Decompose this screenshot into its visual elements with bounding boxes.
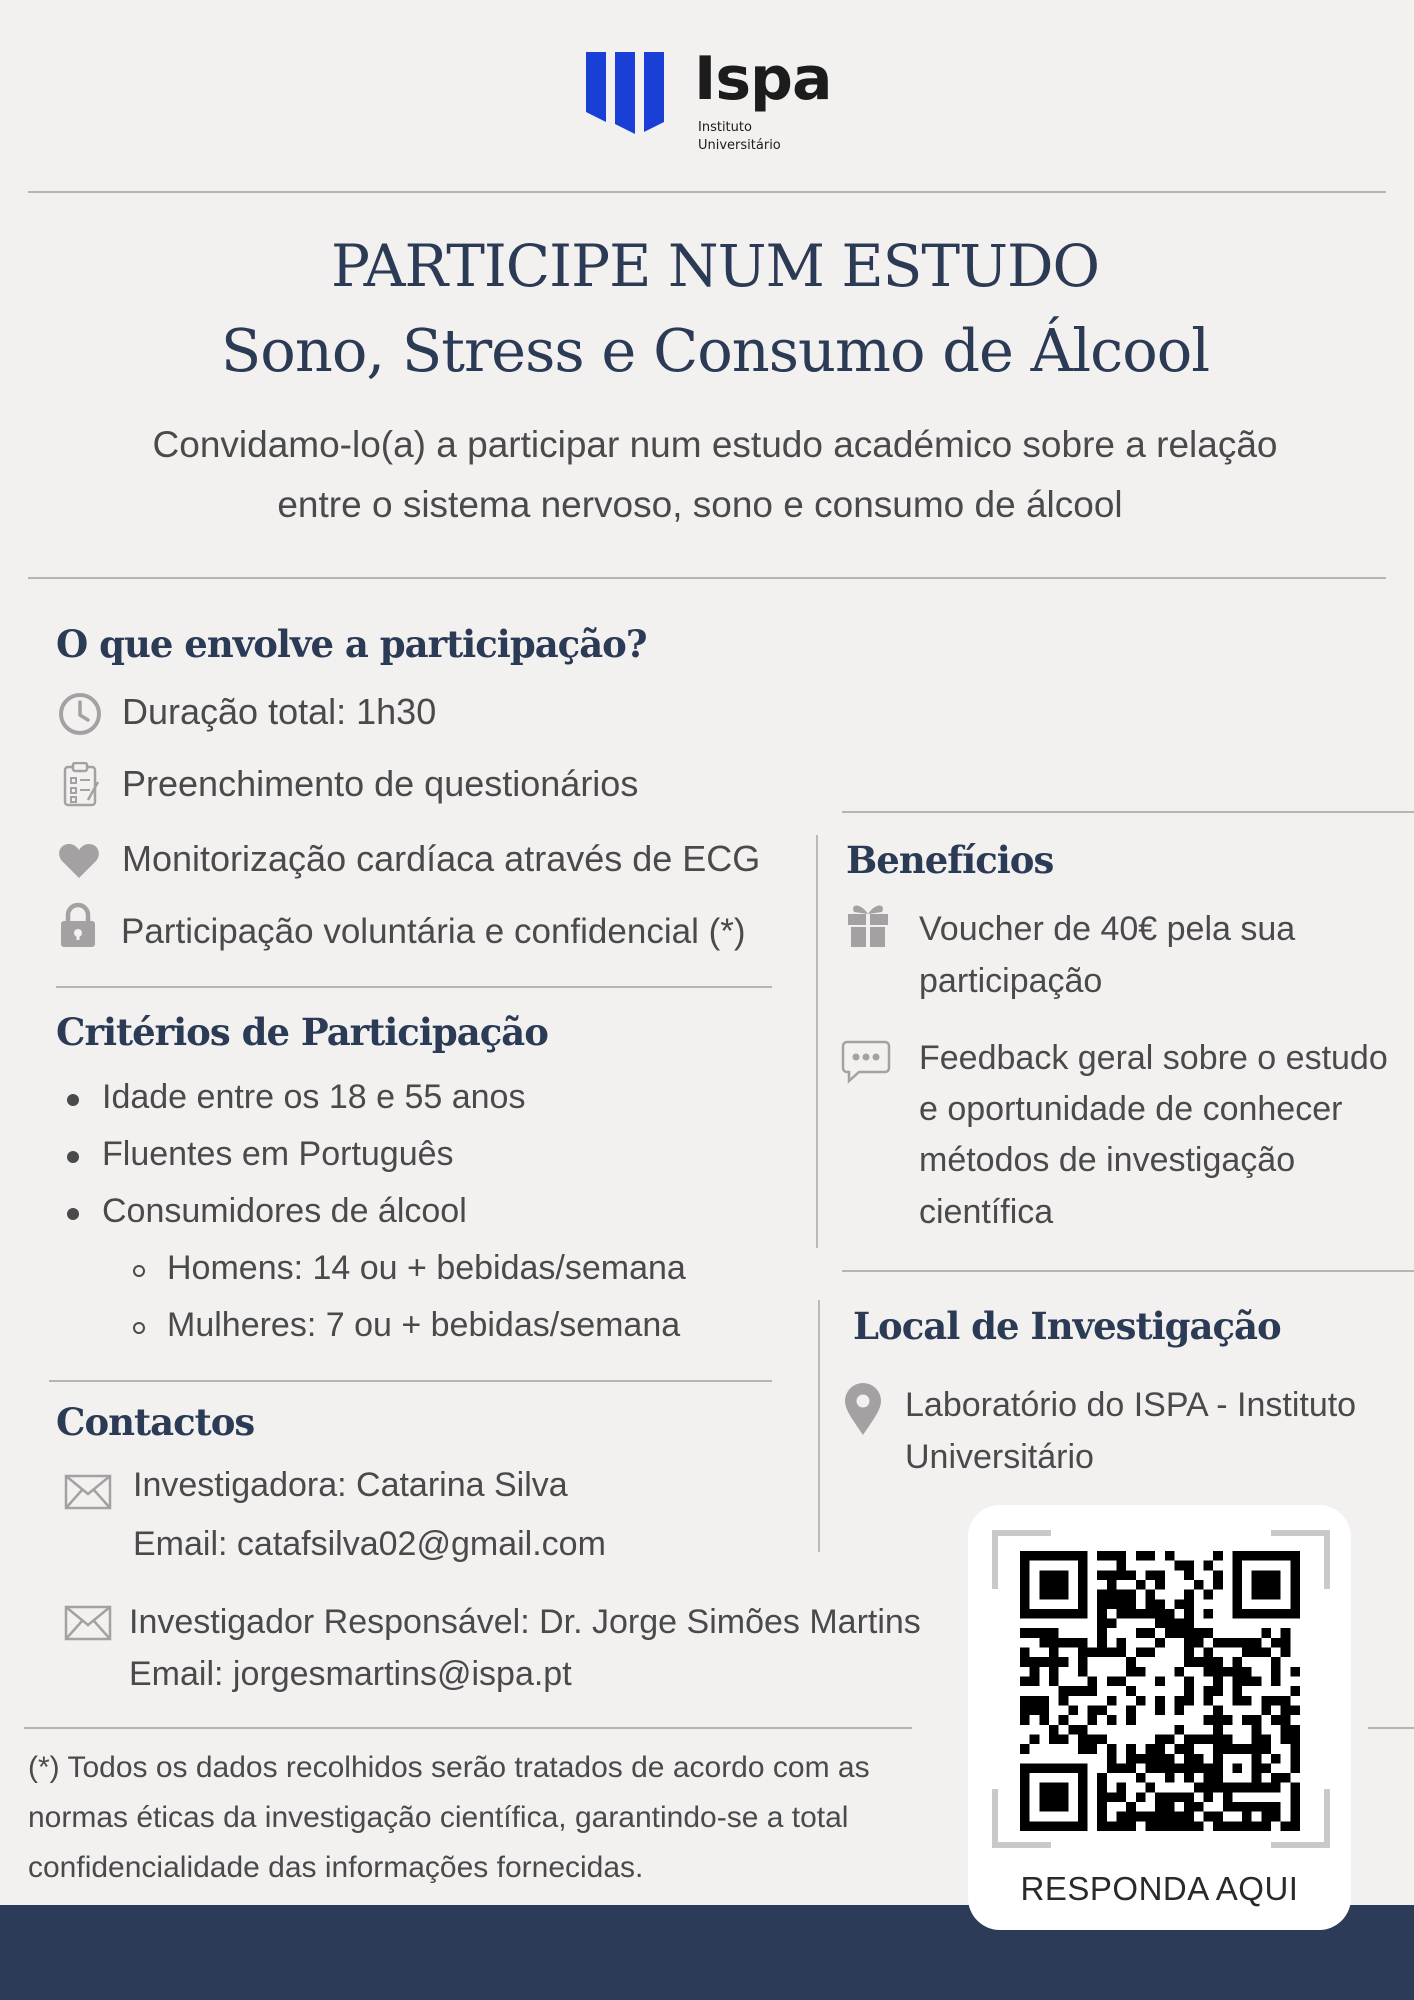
divider-intro	[28, 577, 1386, 579]
ispa-logo	[586, 44, 836, 162]
criteria-sub-women: Mulheres: 7 ou + bebidas/semana	[167, 1306, 681, 1344]
participation-item-duration: Duração total: 1h30	[122, 691, 437, 732]
criteria-heading: Critérios de Participação	[56, 1010, 548, 1054]
logo-subtitle-1: Instituto	[698, 120, 752, 135]
contact-lead-name: Investigador Responsável: Dr. Jorge Simões Martins	[129, 1603, 921, 1641]
qr-code-icon[interactable]	[1020, 1551, 1300, 1831]
location-line-1: Laboratório do ISPA - Instituto	[905, 1386, 1357, 1424]
logo-mark-icon	[586, 52, 666, 134]
logo-wordmark: Ispa	[694, 44, 832, 114]
footnote-line-3: confidencialidade das informações fornecidas.	[28, 1851, 644, 1884]
sub-bullet-circle	[133, 1322, 145, 1334]
criteria-item-alcohol: Consumidores de álcool	[102, 1192, 467, 1230]
bullet-dot	[67, 1208, 79, 1220]
participation-item-questionnaires: Preenchimento de questionários	[122, 763, 639, 804]
benefit-voucher-line-2: participação	[919, 962, 1103, 1000]
criteria-item-language: Fluentes em Português	[102, 1135, 454, 1173]
page-title: PARTICIPE NUM ESTUDO	[330, 232, 1100, 300]
speech-bubble-icon	[841, 1040, 891, 1084]
clock-icon	[58, 692, 102, 736]
sub-bullet-circle	[133, 1265, 145, 1277]
lock-icon	[60, 902, 96, 948]
benefit-feedback-line-3: métodos de investigação	[919, 1141, 1296, 1179]
benefits-heading: Benefícios	[846, 838, 1054, 882]
logo-subtitle-2: Universitário	[698, 138, 781, 153]
map-pin-icon	[843, 1382, 883, 1436]
divider-contacts	[24, 1727, 912, 1729]
contacts-heading: Contactos	[56, 1400, 255, 1444]
footnote-line-2: normas éticas da investigação científica, garantindo-se a total	[28, 1801, 849, 1834]
participation-heading: O que envolve a participação?	[56, 622, 647, 666]
divider-benefits-top	[842, 811, 1414, 813]
heart-icon	[58, 842, 100, 880]
divider-participation	[56, 986, 772, 988]
contact-lead-email[interactable]: Email: jorgesmartins@ispa.pt	[129, 1655, 572, 1693]
qr-card[interactable]	[968, 1505, 1351, 1930]
bullet-dot	[67, 1094, 79, 1106]
clipboard-icon	[62, 762, 102, 808]
benefit-feedback-line-2: e oportunidade de conhecer	[919, 1090, 1343, 1128]
divider-benefits-bottom	[842, 1270, 1414, 1272]
column-divider-lower	[818, 1300, 820, 1552]
bullet-dot	[67, 1151, 79, 1163]
page-subtitle: Sono, Stress e Consumo de Álcool	[220, 316, 1210, 385]
contact-researcher-name: Investigadora: Catarina Silva	[133, 1466, 568, 1504]
envelope-icon	[64, 1474, 112, 1510]
participation-item-ecg: Monitorização cardíaca através de ECG	[122, 838, 761, 879]
location-heading: Local de Investigação	[853, 1304, 1281, 1348]
envelope-icon	[64, 1605, 112, 1641]
divider-criteria	[49, 1380, 772, 1382]
gift-icon	[846, 900, 890, 948]
footnote-line-1: (*) Todos os dados recolhidos serão tratados de acordo com as	[28, 1751, 870, 1784]
intro-line-2: entre o sistema nervoso, sono e consumo de álcool	[277, 484, 1123, 525]
location-line-2: Universitário	[905, 1438, 1094, 1476]
criteria-sub-men: Homens: 14 ou + bebidas/semana	[167, 1249, 686, 1287]
participation-item-voluntary: Participação voluntária e confidencial (*)	[121, 912, 746, 951]
benefit-voucher-line-1: Voucher de 40€ pela sua	[919, 910, 1296, 948]
column-divider-upper	[816, 835, 818, 1248]
qr-label[interactable]: RESPONDA AQUI	[1020, 1870, 1299, 1907]
intro-line-1: Convidamo-lo(a) a participar num estudo académico sobre a relação	[152, 424, 1278, 465]
divider-qr-right	[1368, 1727, 1414, 1729]
benefit-feedback-line-1: Feedback geral sobre o estudo	[919, 1039, 1388, 1077]
benefit-feedback-line-4: científica	[919, 1193, 1054, 1231]
criteria-item-age: Idade entre os 18 e 55 anos	[102, 1078, 526, 1116]
divider-top	[28, 191, 1386, 193]
contact-researcher-email[interactable]: Email: catafsilva02@gmail.com	[133, 1525, 606, 1563]
